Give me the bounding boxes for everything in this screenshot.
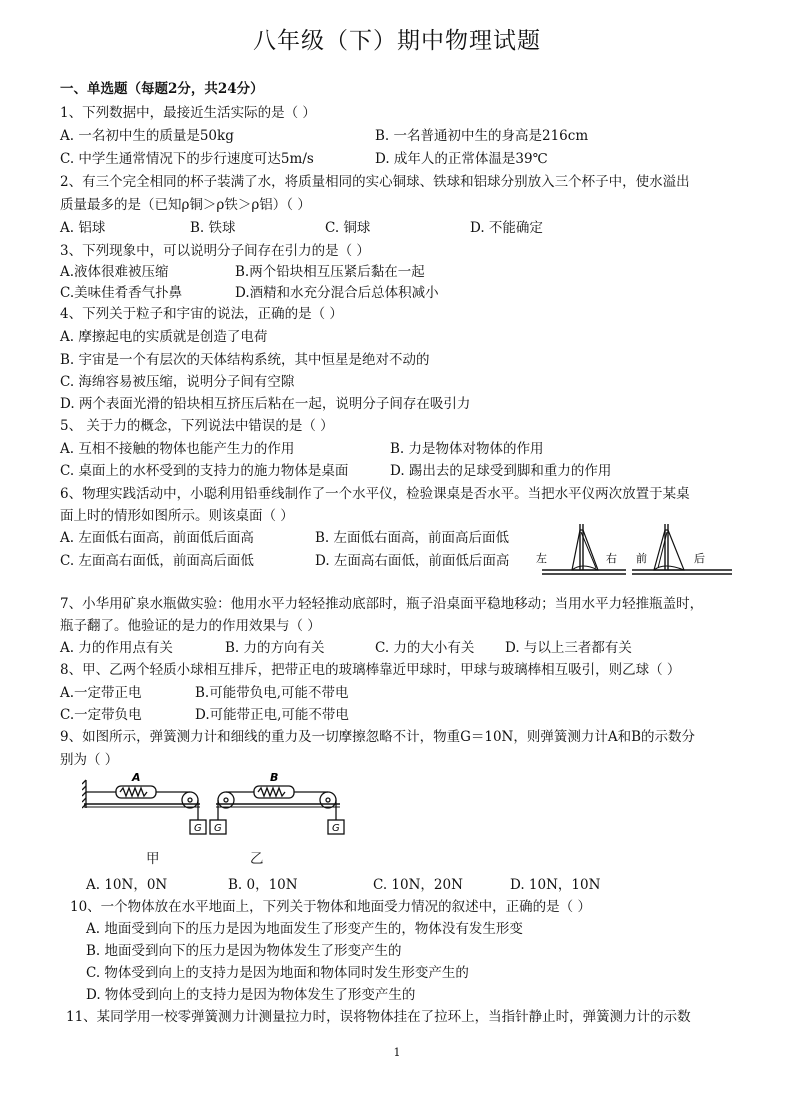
q4-option-d: D. 两个表面光滑的铅块相互挤压后粘在一起，说明分子间存在吸引力 — [60, 396, 471, 412]
q4-option-b: B. 宇宙是一个有层次的天体结构系统，其中恒星是绝对不动的 — [60, 352, 430, 368]
q4-option-c: C. 海绵容易被压缩，说明分子间有空隙 — [60, 374, 295, 390]
q2-option-b: B. 铁球 — [190, 220, 236, 236]
q5-option-c: C. 桌面上的水杯受到的支持力的施力物体是桌面 — [60, 463, 349, 479]
q10-option-a: A. 地面受到向下的压力是因为地面发生了形变产生的，物体没有发生形变 — [86, 921, 523, 937]
q3-stem: 3、下列现象中，可以说明分子间存在引力的是（ ） — [60, 243, 370, 259]
q2-option-c: C. 铜球 — [325, 220, 371, 236]
q2-stem-line2: 质量最多的是（已知ρ铜＞ρ铁＞ρ铝）（ ） — [60, 197, 311, 213]
q10-option-b: B. 地面受到向下的压力是因为物体发生了形变产生的 — [86, 943, 402, 959]
figure-label-jia: 甲 — [146, 851, 160, 867]
q9-stem-line2: 别为（ ） — [60, 752, 119, 768]
q6-stem-line1: 6、物理实践活动中，小聪利用铅垂线制作了一个水平仪，检验课桌是否水平。当把水平仪两次放置于某桌 — [60, 486, 690, 502]
label-front: 前 — [636, 552, 647, 565]
q7-stem-line1: 7、小华用矿泉水瓶做实验：他用水平力轻轻推动底部时，瓶子沿桌面平稳地移动；当用水平力轻推瓶盖时， — [60, 596, 704, 612]
q5-stem: 5、 关于力的概念，下列说法中错误的是（ ） — [60, 418, 334, 434]
page-title: 八年级（下）期中物理试题 — [253, 28, 541, 54]
q6-stem-line2: 面上时的情形如图所示。则该桌面（ ） — [60, 508, 294, 524]
section-heading: 一、单选题（每题2分，共24分） — [60, 81, 264, 97]
q2-option-d: D. 不能确定 — [470, 220, 543, 236]
q6-option-a: A. 左面低右面高，前面低后面高 — [60, 530, 254, 546]
q8-option-c: C.一定带负电 — [60, 707, 142, 723]
q6-option-c: C. 左面高右面低，前面高后面低 — [60, 553, 254, 569]
q9-option-d: D. 10N，10N — [510, 877, 601, 893]
q1-option-a: A. 一名初中生的质量是50kg — [60, 128, 234, 144]
figure-label-yi: 乙 — [250, 851, 264, 867]
q1-option-c: C. 中学生通常情况下的步行速度可达5m/s — [60, 151, 314, 167]
q2-option-a: A. 铝球 — [60, 220, 106, 236]
q1-stem: 1、下列数据中，最接近生活实际的是（ ） — [60, 105, 316, 121]
page-number: 1 — [393, 1046, 401, 1059]
q9-option-a: A. 10N，0N — [86, 877, 168, 893]
q7-option-b: B. 力的方向有关 — [225, 640, 325, 656]
q9-option-c: C. 10N，20N — [373, 877, 463, 893]
weight-g-yi-right: G — [332, 823, 340, 834]
weight-g-jia: G — [194, 823, 202, 834]
q3-option-a: A.液体很难被压缩 — [60, 264, 169, 280]
q5-option-b: B. 力是物体对物体的作用 — [390, 441, 544, 457]
q10-stem: 10、一个物体放在水平地面上，下列关于物体和地面受力情况的叙述中，正确的是（ ） — [70, 899, 591, 915]
setup-jia — [82, 780, 206, 834]
q10-option-d: D. 物体受到向上的支持力是因为物体发生了形变产生的 — [86, 987, 416, 1003]
q1-option-d: D. 成年人的正常体温是39℃ — [375, 151, 548, 167]
weight-g-yi-left: G — [214, 823, 222, 834]
spring-scale-figure — [82, 770, 352, 870]
level-instrument-figure — [536, 518, 736, 582]
q7-option-c: C. 力的大小有关 — [375, 640, 475, 656]
q7-option-d: D. 与以上三者都有关 — [505, 640, 632, 656]
q7-option-a: A. 力的作用点有关 — [60, 640, 173, 656]
q6-option-b: B. 左面低右面高，前面高后面低 — [315, 530, 510, 546]
label-left: 左 — [536, 552, 547, 565]
q7-stem-line2: 瓶子翻了。他验证的是力的作用效果与（ ） — [60, 618, 321, 634]
q8-option-b: B.可能带负电,可能不带电 — [195, 685, 349, 701]
setup-yi — [210, 786, 344, 834]
q3-option-d: D.酒精和水充分混合后总体积减小 — [235, 285, 439, 301]
label-back: 后 — [694, 552, 705, 565]
q10-option-c: C. 物体受到向上的支持力是因为地面和物体同时发生形变产生的 — [86, 965, 469, 981]
q5-option-a: A. 互相不接触的物体也能产生力的作用 — [60, 441, 295, 457]
label-right: 右 — [606, 552, 617, 565]
level-figure-left-right — [542, 524, 626, 574]
q4-option-a: A. 摩擦起电的实质就是创造了电荷 — [60, 329, 268, 345]
q8-option-a: A.一定带正电 — [60, 685, 142, 701]
level-figure-front-back — [632, 524, 732, 574]
q9-option-b: B. 0，10N — [228, 877, 298, 893]
q3-option-c: C.美味佳肴香气扑鼻 — [60, 285, 183, 301]
q11-stem: 11、某同学用一校零弹簧测力计测量拉力时，误将物体挂在了拉环上，当指针静止时，弹簧测力计的示数 — [66, 1009, 691, 1025]
q2-stem-line1: 2、有三个完全相同的杯子装满了水，将质量相同的实心铜球、铁球和铝球分别放入三个杯子中，使水溢出 — [60, 174, 690, 190]
q3-option-b: B.两个铅块相互压紧后黏在一起 — [235, 264, 425, 280]
scale-a-label: A — [132, 771, 141, 784]
q5-option-d: D. 踢出去的足球受到脚和重力的作用 — [390, 463, 612, 479]
q6-option-d: D. 左面高右面低，前面低后面高 — [315, 553, 510, 569]
q8-stem: 8、甲、乙两个轻质小球相互排斥，把带正电的玻璃棒靠近甲球时，甲球与玻璃棒相互吸引，则乙球（ ） — [60, 662, 681, 678]
q9-stem-line1: 9、如图所示，弹簧测力计和细线的重力及一切摩擦忽略不计，物重G＝10N，则弹簧测力计A和B的示数分 — [60, 729, 696, 745]
scale-b-label: B — [270, 771, 279, 784]
q1-option-b: B. 一名普通初中生的身高是216cm — [375, 128, 589, 144]
q8-option-d: D.可能带正电,可能不带电 — [195, 707, 349, 723]
q4-stem: 4、下列关于粒子和宇宙的说法，正确的是（ ） — [60, 306, 343, 322]
